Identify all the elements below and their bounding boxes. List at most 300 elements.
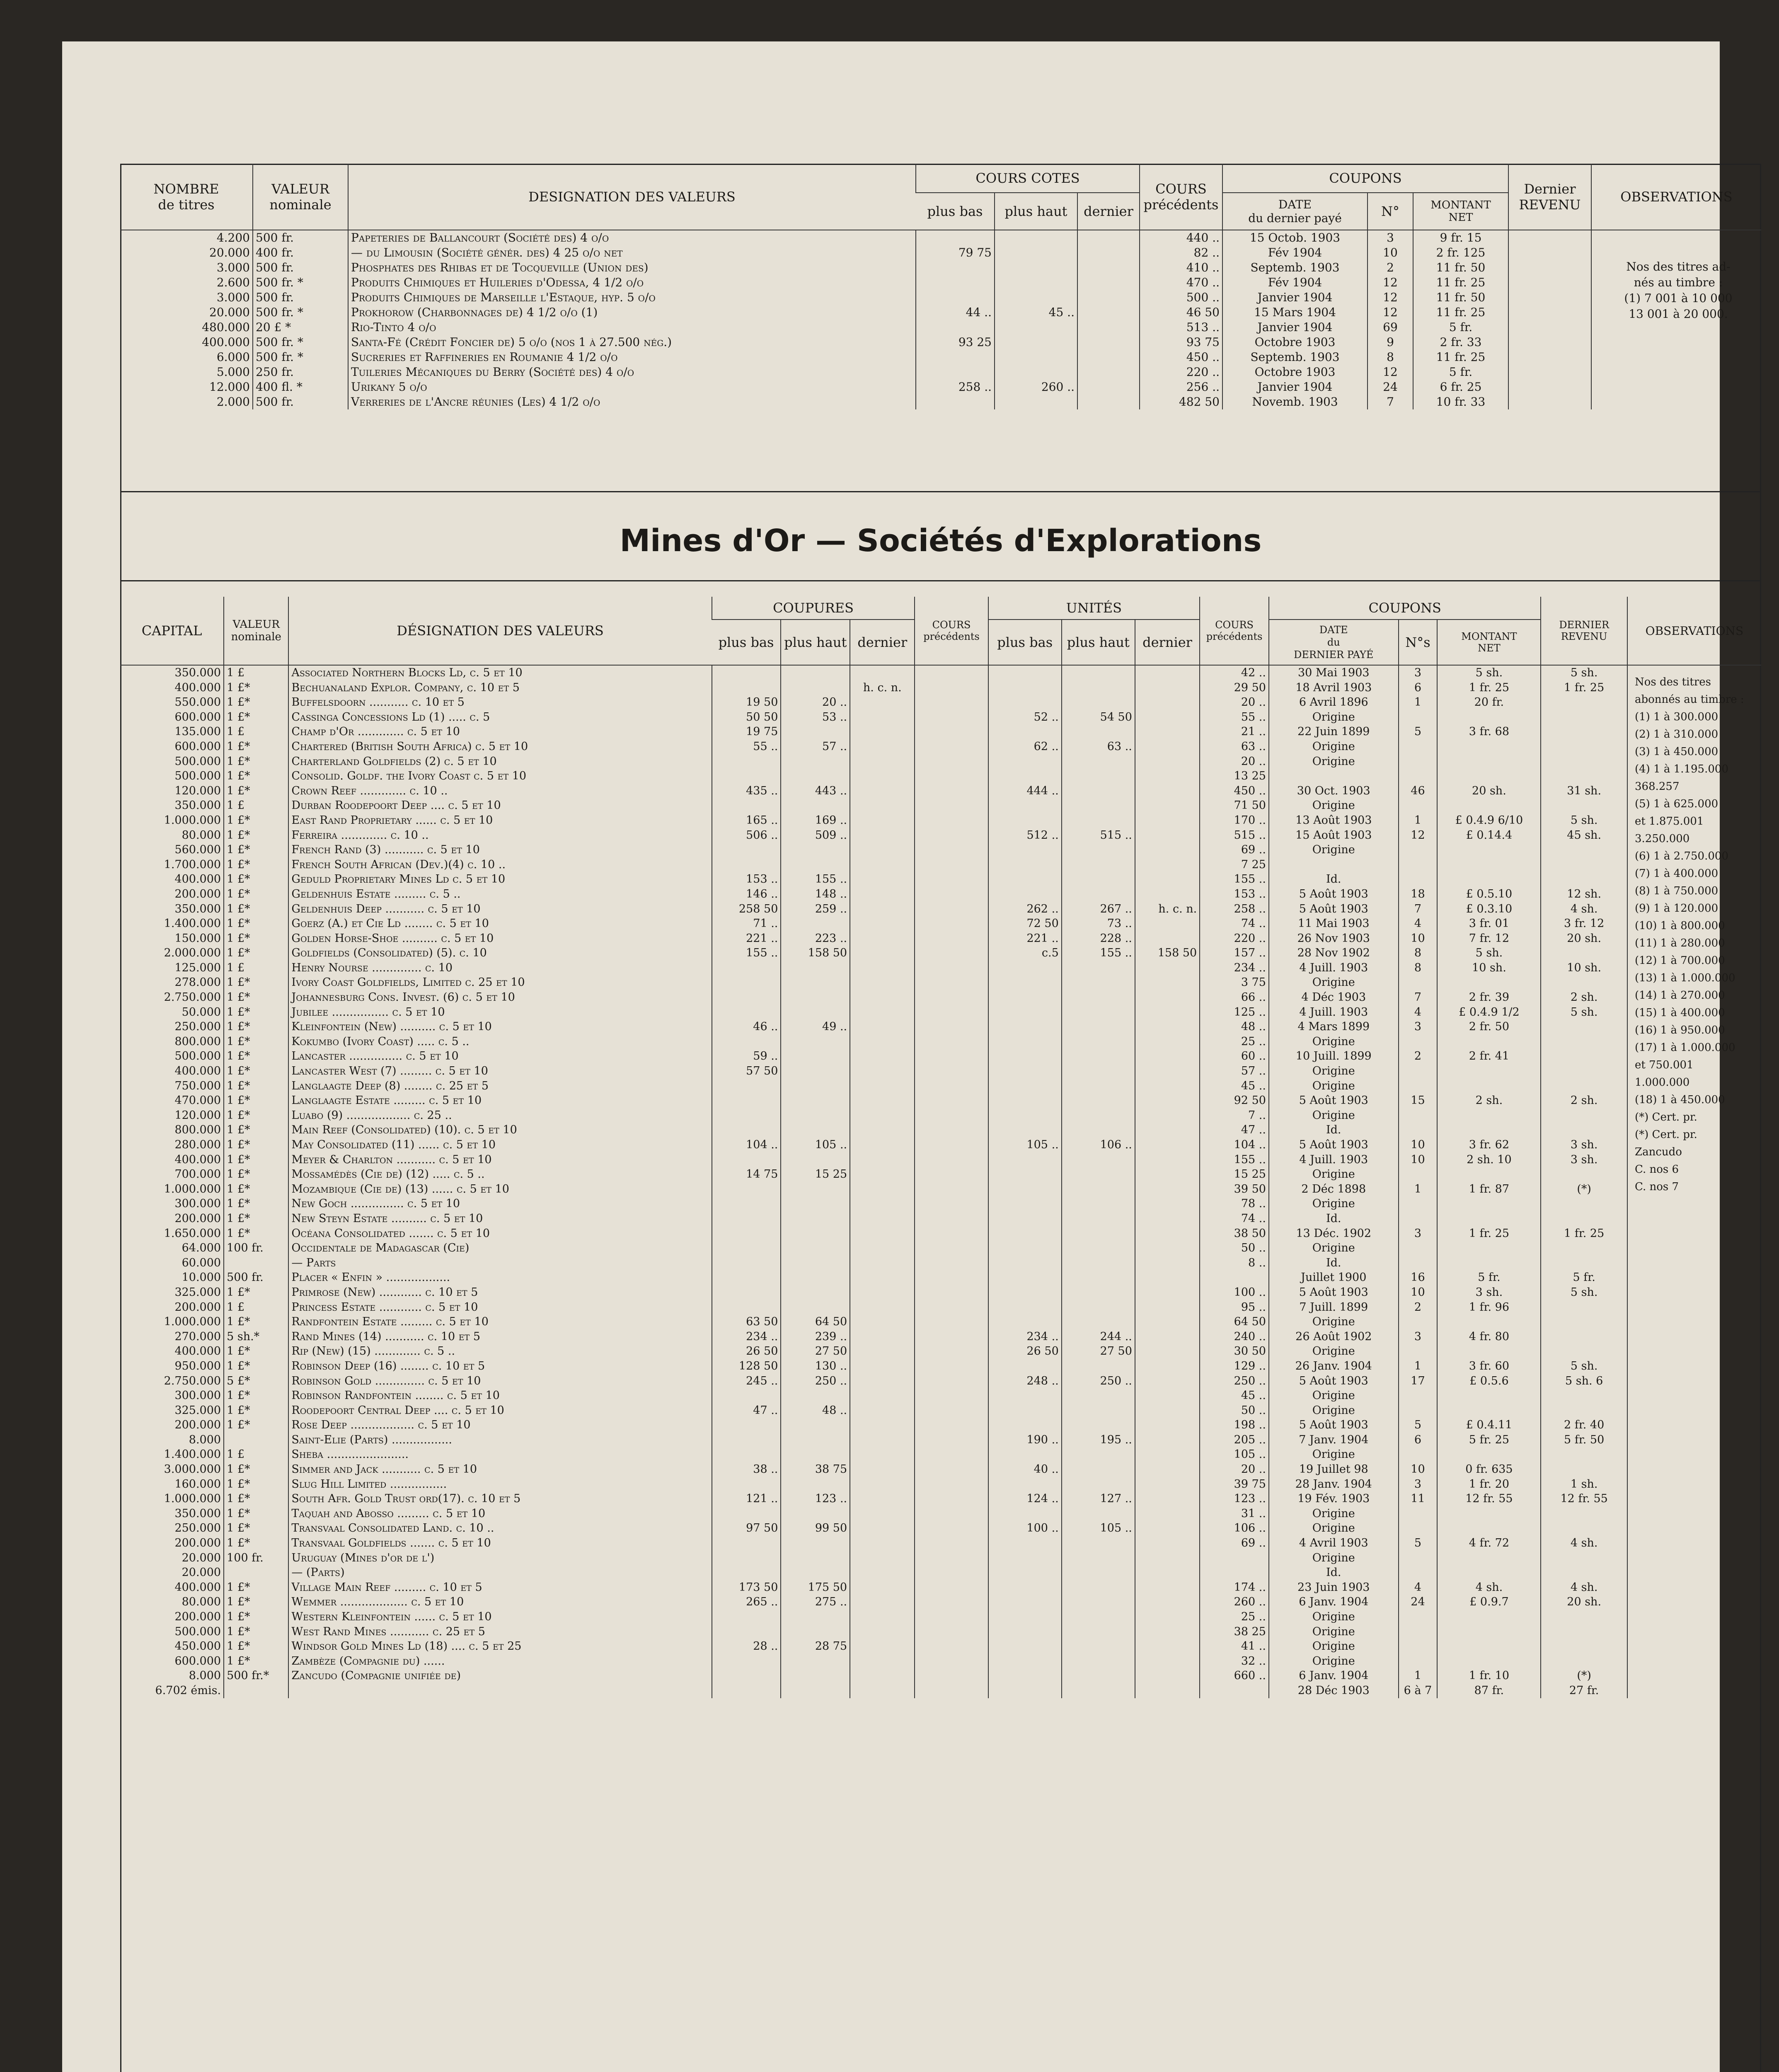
mines-table-cell: Origine [1269, 754, 1399, 769]
mines-table-cell: 1 £* [224, 990, 288, 1005]
mines-table-cell [1541, 1049, 1627, 1064]
mines-obs-line: (3) 1 à 450.000 [1635, 746, 1718, 758]
top-table-cell: 20.000 [209, 246, 250, 259]
mines-table-cell [1541, 1624, 1627, 1639]
mines-table-cell [1399, 754, 1438, 769]
mines-table-cell: 1 £* [224, 1049, 288, 1064]
mines-table-cell [1062, 1447, 1135, 1462]
mines-table-cell [712, 665, 781, 680]
mines-table-cell [1135, 1639, 1200, 1654]
mines-table-cell: Sheba ....................... [288, 1447, 712, 1462]
mines-table-cell: 6 Janv. 1904 [1269, 1595, 1399, 1610]
mines-table-cell [1627, 1506, 1761, 1521]
mines-table-cell: Origine [1269, 1654, 1399, 1669]
mines-table-cell [1062, 1123, 1135, 1138]
top-table-cell: 6 fr. 25 [1413, 380, 1508, 395]
mines-table-cell [1135, 1093, 1200, 1108]
mines-table-cell: 64 50 [1200, 1314, 1269, 1329]
mines-table-cell [1437, 798, 1541, 813]
mines-table-cell: Golden Horse-Shoe .......... c. 5 et 10 [288, 931, 712, 946]
mines-table-row [120, 1491, 1761, 1506]
mines-table-cell: 40 .. [988, 1462, 1062, 1477]
mines-table-cell: Origine [1269, 1108, 1399, 1123]
mines-obs-line: (11) 1 à 280.000 [1635, 937, 1725, 949]
mines-table-cell [988, 1506, 1062, 1521]
mines-table-cell: 148 .. [781, 887, 850, 902]
mines-table-cell [915, 1226, 988, 1241]
mines-table-cell [1627, 1462, 1761, 1477]
mines-table-cell [850, 975, 915, 990]
mines-table-cell: 4 [1399, 1005, 1438, 1020]
mines-table-cell: Consolid. Goldf. the Ivory Coast c. 5 et 10 [288, 769, 712, 784]
mines-table-cell [915, 680, 988, 695]
mines-table-cell: French South African (Dev.)(4) c. 10 .. [288, 857, 712, 872]
top-table-cell: 500 fr. [253, 260, 348, 275]
mines-table-row [120, 946, 1761, 961]
mines-table-cell [850, 1565, 915, 1580]
top-table-cell [995, 230, 1077, 245]
mines-obs-line: Zancudo [1635, 1146, 1682, 1158]
mines-table-cell: Associated Northern Blocks Ld, c. 5 et 10 [288, 665, 712, 680]
mines-table-cell [1399, 1108, 1438, 1123]
mines-table-cell: Origine [1269, 798, 1399, 813]
mines-table-cell [781, 1211, 850, 1226]
mines-table-cell: 19 75 [712, 724, 781, 739]
mines-table-cell: 7 [1399, 990, 1438, 1005]
mines-table-cell: 200.000 [174, 1212, 221, 1225]
mines-table-cell: — Parts [288, 1256, 712, 1271]
top-table-cell: 500 fr. [253, 290, 348, 305]
mines-obs-line: (8) 1 à 750.000 [1635, 885, 1718, 897]
mines-table-cell: Roodepoort Central Deep .... c. 5 et 10 [288, 1403, 712, 1418]
mines-table-cell: 239 .. [781, 1329, 850, 1344]
mines-obs-line: (4) 1 à 1.195.000 [1635, 763, 1728, 775]
top-table-cell: 3.000 [216, 290, 250, 304]
mines-table-cell [915, 828, 988, 843]
mines-table-cell: 950.000 [174, 1359, 221, 1372]
mines-table-cell: 153 .. [712, 872, 781, 887]
mines-table-cell: 78 .. [1200, 1196, 1269, 1211]
mines-table-cell [1135, 695, 1200, 710]
mines-obs-line: 3.250.000 [1635, 833, 1690, 845]
mines-table-cell [1399, 1256, 1438, 1271]
mines-table-cell: c.5 [988, 946, 1062, 961]
mines-table-cell [1200, 1565, 1269, 1580]
mines-table-cell [288, 1683, 712, 1698]
mines-table-cell: Origine [1269, 1506, 1399, 1521]
mines-obs-line: abonnés au timbre : [1635, 693, 1744, 706]
mines-header-dernier-1: dernier [850, 620, 915, 665]
mines-table-cell [915, 1580, 988, 1595]
mines-table-cell: 1 £* [224, 1005, 288, 1020]
top-table-cell [1077, 305, 1140, 320]
mines-header-unites: UNITÉS [988, 597, 1200, 620]
mines-table-cell [1541, 1551, 1627, 1566]
mines-table-cell: Rose Deep .................. c. 5 et 10 [288, 1418, 712, 1433]
mines-table-cell: Langlaagte Deep (8) ........ c. 25 et 5 [288, 1079, 712, 1094]
mines-table-cell [1062, 724, 1135, 739]
mines-table-cell: 660 .. [1200, 1668, 1269, 1683]
mines-table-cell [781, 975, 850, 990]
mines-table-row [120, 961, 1761, 975]
mines-table-cell: Buffelsdoorn ........... c. 10 et 5 [288, 695, 712, 710]
mines-table-cell: 106 .. [1200, 1521, 1269, 1536]
top-table-cell [1077, 275, 1140, 290]
mines-table-cell [1437, 1079, 1541, 1094]
mines-header-no: N°s [1399, 620, 1438, 665]
mines-table-cell: Transvaal Goldfields ....... c. 5 et 10 [288, 1536, 712, 1551]
mines-table-cell [1541, 724, 1627, 739]
mines-obs-line: et 1.875.001 [1635, 815, 1704, 828]
mines-table-cell [1541, 1167, 1627, 1182]
mines-table-cell: 5 Août 1903 [1269, 1374, 1399, 1389]
mines-table-cell [915, 813, 988, 828]
mines-table-cell [1437, 1654, 1541, 1669]
mines-table-cell: 500 fr.* [224, 1668, 288, 1683]
mines-table-cell: 1 £* [224, 1167, 288, 1182]
mines-table-cell: 250 .. [781, 1374, 850, 1389]
mines-table-cell [915, 990, 988, 1005]
mines-table-cell [1627, 1300, 1761, 1315]
mines-table-cell: 5 sh. [1541, 665, 1627, 680]
mines-table-cell [1135, 1182, 1200, 1197]
top-table-cell [916, 230, 995, 245]
top-table-row [120, 275, 1761, 290]
mines-table-cell: Village Main Reef ......... c. 10 et 5 [288, 1580, 712, 1595]
mines-table-cell: 2 sh. [1437, 1093, 1541, 1108]
mines-table-cell: 69 .. [1200, 842, 1269, 857]
mines-table-cell: 3 [1399, 1477, 1438, 1492]
mines-table-cell: 4 Avril 1903 [1269, 1536, 1399, 1551]
top-table-cell: 79 75 [916, 245, 995, 260]
mines-table-cell: 87 fr. [1437, 1683, 1541, 1698]
mines-table-cell [1135, 961, 1200, 975]
mines-table-cell [1399, 857, 1438, 872]
mines-table-cell: Origine [1269, 842, 1399, 857]
mines-table-cell [1200, 1270, 1269, 1285]
mines-table-cell [781, 1624, 850, 1639]
mines-table-cell [850, 1374, 915, 1389]
mines-table-cell: 5 Août 1903 [1269, 1285, 1399, 1300]
mines-table-row [120, 990, 1761, 1005]
mines-table-cell [850, 1196, 915, 1211]
mines-table-cell [915, 1418, 988, 1433]
mines-table-cell: Rand Mines (14) ........... c. 10 et 5 [288, 1329, 712, 1344]
mines-table-cell: 5 £* [224, 1374, 288, 1389]
mines-obs-line: (17) 1 à 1.000.000 [1635, 1041, 1735, 1054]
mines-table-cell: 205 .. [1200, 1433, 1269, 1447]
mines-table-cell [850, 1329, 915, 1344]
mines-table-cell: 5 [1399, 724, 1438, 739]
mines-table-cell: 95 .. [1200, 1300, 1269, 1315]
mines-table-cell: 1 £* [224, 1344, 288, 1359]
mines-table-cell [1135, 1536, 1200, 1551]
mines-table-cell: 278.000 [174, 976, 221, 989]
mines-table-cell [1135, 1108, 1200, 1123]
mines-table-cell: 5 sh. [1541, 1359, 1627, 1374]
mines-table-cell [1135, 1359, 1200, 1374]
mines-table-cell [850, 1462, 915, 1477]
mines-table-cell [988, 1064, 1062, 1079]
mines-table-cell: 155 .. [1200, 1152, 1269, 1167]
mines-table-row [120, 710, 1761, 725]
mines-table-cell [1062, 1359, 1135, 1374]
mines-table-cell [1437, 1064, 1541, 1079]
mines-table-cell [850, 710, 915, 725]
mines-table-cell [1135, 1447, 1200, 1462]
mines-table-cell: 55 .. [1200, 710, 1269, 725]
mines-table-cell [988, 975, 1062, 990]
mines-table-cell: 10 sh. [1437, 961, 1541, 975]
mines-table-cell [850, 961, 915, 975]
mines-table-cell [850, 1034, 915, 1049]
mines-table-cell [988, 1182, 1062, 1197]
mines-table-cell [1541, 1403, 1627, 1418]
mines-table-cell: 5 sh. [1541, 1005, 1627, 1020]
mines-table-cell [1135, 842, 1200, 857]
mines-table-cell [1627, 1329, 1761, 1344]
mines-table-row [120, 1668, 1761, 1683]
mines-table-cell: 31 sh. [1541, 784, 1627, 799]
mines-table-cell [988, 1418, 1062, 1433]
mines-table-cell: 1 £ [224, 1300, 288, 1315]
mines-table-cell: 123 .. [781, 1491, 850, 1506]
mines-table-cell [1399, 1521, 1438, 1536]
mines-table-row [120, 1005, 1761, 1020]
mines-table-cell [1399, 1639, 1438, 1654]
mines-table-cell: 16 [1399, 1270, 1438, 1285]
mines-table-cell: 1 fr. 87 [1437, 1182, 1541, 1197]
top-table-cell: Urikany 5 o/o [348, 380, 916, 395]
mines-table-cell: 600.000 [174, 710, 221, 724]
mines-table-row [120, 1064, 1761, 1079]
mines-table-cell [850, 946, 915, 961]
mines-table-cell: Origine [1269, 1167, 1399, 1182]
mines-table-row [120, 754, 1761, 769]
mines-table-cell [1627, 1433, 1761, 1447]
mines-table-cell: 1 £* [224, 1314, 288, 1329]
mines-table-cell [850, 754, 915, 769]
header-no: N° [1368, 193, 1413, 230]
mines-table-cell: 123 .. [1200, 1491, 1269, 1506]
mines-table-cell [1135, 1226, 1200, 1241]
mines-table-cell: 170 .. [1200, 813, 1269, 828]
top-table-cell: 20 £ * [253, 320, 348, 335]
mines-table-cell [1437, 1388, 1541, 1403]
mines-table-cell: Ferreira ............. c. 10 .. [288, 828, 712, 843]
mines-table-cell [781, 1536, 850, 1551]
top-observations-note [1597, 259, 1759, 322]
mines-table-cell: 64 50 [781, 1314, 850, 1329]
mines-table-cell [1437, 754, 1541, 769]
mines-table-cell [850, 1005, 915, 1020]
mines-table-cell [915, 1270, 988, 1285]
top-table-row [120, 380, 1761, 395]
mines-table-cell [850, 1433, 915, 1447]
top-table-cell: Prokhorow (Charbonnages de) 4 1/2 o/o (1) [348, 305, 916, 320]
mines-table-cell [988, 1388, 1062, 1403]
mines-table-cell: 72 50 [988, 916, 1062, 931]
mines-table-cell [781, 1683, 850, 1698]
mines-table-row [120, 887, 1761, 902]
mines-table-cell: 125 .. [1200, 1005, 1269, 1020]
mines-table-cell [1135, 710, 1200, 725]
top-table-cell: 12 [1368, 290, 1413, 305]
mines-table-cell [224, 1433, 288, 1447]
mines-table-cell: 4 Juill. 1903 [1269, 1152, 1399, 1167]
mines-table-cell: 1 £* [224, 1521, 288, 1536]
mines-table-cell: 63 50 [712, 1314, 781, 1329]
mines-table-cell [1627, 1551, 1761, 1566]
top-table-cell [916, 350, 995, 365]
mines-table-cell [988, 1034, 1062, 1049]
mines-table-cell [1399, 1211, 1438, 1226]
mines-table-cell [915, 695, 988, 710]
top-table-row [120, 260, 1761, 275]
mines-table-cell [781, 857, 850, 872]
mines-table-cell [781, 990, 850, 1005]
mines-table-cell: 1 £* [224, 902, 288, 917]
mines-table-cell [850, 695, 915, 710]
mines-table-cell: 4 sh. [1541, 902, 1627, 917]
mines-table-row [120, 1477, 1761, 1492]
mines-table-cell [1541, 1019, 1627, 1034]
mines-table-cell: 350.000 [174, 666, 221, 679]
mines-table-cell: 165 .. [712, 813, 781, 828]
mines-table-cell: Chartered (British South Africa) c. 5 et 10 [288, 739, 712, 754]
mines-table-cell [915, 1049, 988, 1064]
mines-table-cell: 14 75 [712, 1167, 781, 1182]
mines-table-cell: 3 [1399, 1226, 1438, 1241]
mines-table-cell [1399, 1654, 1438, 1669]
mines-table-cell: 228 .. [1062, 931, 1135, 946]
mines-table-cell [1135, 798, 1200, 813]
top-table-cell [1508, 245, 1591, 260]
mines-table-cell: 153 .. [1200, 887, 1269, 902]
mines-table-cell: 1 £* [224, 710, 288, 725]
mines-table-cell: 1 £* [224, 1034, 288, 1049]
mines-table-cell [1135, 754, 1200, 769]
mines-table-cell: 5 Août 1903 [1269, 887, 1399, 902]
top-obs-line: nés au timbre : [1634, 276, 1723, 289]
mines-table-cell: 5 Août 1903 [1269, 1138, 1399, 1152]
mines-table-cell [1135, 1285, 1200, 1300]
mines-table-cell [781, 1668, 850, 1683]
mines-table-row [120, 1314, 1761, 1329]
mines-table-cell: 1 £ [224, 665, 288, 680]
mines-table-cell [1200, 1551, 1269, 1566]
mines-table-cell [915, 1668, 988, 1683]
mines-header-dernier-revenu: DERNIER REVENU [1541, 597, 1627, 665]
mines-table-cell: 400.000 [174, 1581, 221, 1594]
mines-table-cell [850, 1314, 915, 1329]
mines-table-cell: 28 Nov 1902 [1269, 946, 1399, 961]
mines-table-cell [1541, 1314, 1627, 1329]
top-table-cell: 11 fr. 25 [1413, 275, 1508, 290]
mines-table-cell: 258 50 [712, 902, 781, 917]
mines-table-cell: 500.000 [174, 770, 221, 783]
mines-table-cell: 59 .. [712, 1049, 781, 1064]
mines-table-cell: 20 .. [1200, 695, 1269, 710]
top-table-cell: 15 Octob. 1903 [1222, 230, 1368, 245]
mines-table-cell: 5 [1399, 1418, 1438, 1433]
mines-table-cell [1399, 1314, 1438, 1329]
mines-table-cell [781, 1093, 850, 1108]
mines-table-cell: 57 50 [712, 1064, 781, 1079]
mines-table-cell [850, 1049, 915, 1064]
mines-table-cell: Zancudo (Compagnie unifiée de) [288, 1668, 712, 1683]
mines-obs-line: 1.000.000 [1635, 1076, 1690, 1089]
mines-table-cell [850, 1019, 915, 1034]
mines-table-cell [1135, 1551, 1200, 1566]
mines-table-cell [850, 784, 915, 799]
top-table-cell [1508, 275, 1591, 290]
top-table-cell: Rio-Tinto 4 o/o [348, 320, 916, 335]
mines-table-cell [988, 1654, 1062, 1669]
mines-table-cell: 1 £* [224, 1536, 288, 1551]
mines-table-cell: Juillet 1900 [1269, 1270, 1399, 1285]
top-table-cell [995, 395, 1077, 409]
mines-table-cell [850, 1079, 915, 1094]
top-table-cell: 400 fl. * [253, 380, 348, 395]
mines-table-cell: 20 .. [781, 695, 850, 710]
mines-table-cell [1062, 813, 1135, 828]
mines-table-cell [1135, 1506, 1200, 1521]
mines-table-cell [712, 1683, 781, 1698]
mines-table-cell [988, 1079, 1062, 1094]
mines-table-cell: Origine [1269, 1388, 1399, 1403]
mines-table-cell [1135, 1019, 1200, 1034]
mines-table-cell: 560.000 [174, 843, 221, 857]
mines-table-cell [712, 798, 781, 813]
mines-table-cell [781, 680, 850, 695]
mines-table-cell: 1 £* [224, 1610, 288, 1624]
top-table-cell: 15 Mars 1904 [1222, 305, 1368, 320]
top-table-cell: 20.000 [209, 305, 250, 319]
mines-table-cell: 20 .. [1200, 1462, 1269, 1477]
mines-table-cell: 173 50 [712, 1580, 781, 1595]
mines-table-cell [1135, 887, 1200, 902]
mines-table-cell: 1 £* [224, 842, 288, 857]
mines-table-cell: 18 Avril 1903 [1269, 680, 1399, 695]
top-table-cell [1591, 380, 1761, 395]
top-table-cell: 5.000 [216, 365, 250, 379]
top-table-cell: 11 fr. 25 [1413, 305, 1508, 320]
mines-table-cell [1135, 1196, 1200, 1211]
mines-table-cell: Rip (New) (15) ............. c. 5 .. [288, 1344, 712, 1359]
mines-table-cell: 23 Juin 1903 [1269, 1580, 1399, 1595]
mines-table-cell [988, 1196, 1062, 1211]
mines-table-cell [1135, 1374, 1200, 1389]
mines-table-cell [1627, 1374, 1761, 1389]
mines-table-cell [1135, 1668, 1200, 1683]
mines-table-cell [850, 1241, 915, 1256]
mines-table-cell [224, 1565, 288, 1580]
mines-table-cell [1135, 665, 1200, 680]
mines-table-cell: 3.000.000 [164, 1463, 221, 1476]
mines-table-cell: 3 75 [1200, 975, 1269, 990]
mines-table-cell: 3 [1399, 665, 1438, 680]
mines-table-cell: 50.000 [182, 1005, 221, 1019]
mines-table-cell: French Rand (3) ........... c. 5 et 10 [288, 842, 712, 857]
mines-table-cell [915, 754, 988, 769]
mines-table-cell: 30 Mai 1903 [1269, 665, 1399, 680]
mines-table-cell: 3 fr. 62 [1437, 1138, 1541, 1152]
mines-table-cell: 5 fr. [1437, 1270, 1541, 1285]
mines-table-cell [988, 961, 1062, 975]
mines-table-cell [1200, 1683, 1269, 1698]
header-cours-cotes: COURS COTES [916, 164, 1140, 193]
